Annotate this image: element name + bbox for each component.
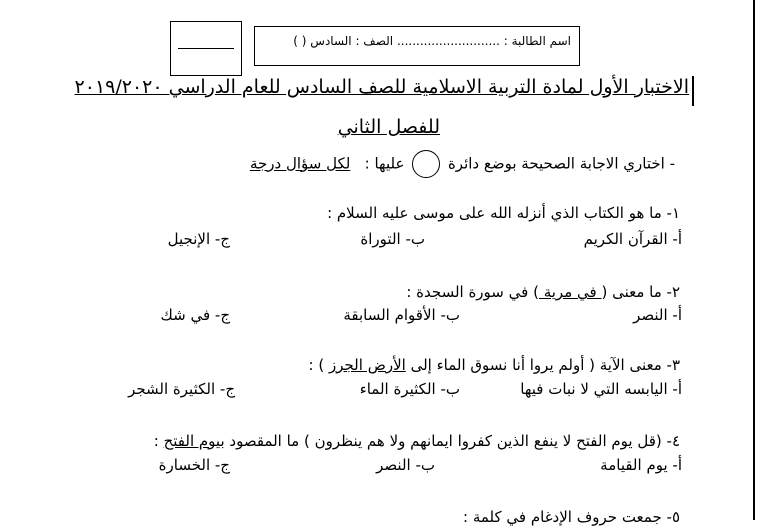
q2-option-b: ب- الأقوام السابقة [343, 306, 460, 324]
score-box [170, 21, 242, 76]
q4-text-after: : [153, 432, 164, 450]
q4-option-a: أ- يوم القيامة [600, 456, 682, 474]
q4-text-underlined: يوم الفتح [163, 432, 221, 450]
q3-option-b: ب- الكثيرة الماء [359, 380, 460, 398]
q4-option-c: ج- الخسارة [158, 456, 230, 474]
q2-text-underlined: في مرية [538, 283, 602, 301]
score-blank-line [178, 48, 234, 49]
q4-text-before: ٤- (قل يوم الفتح لا ينفع الذين كفروا ايمانهم ولا هم ينظرون ) ما المقصود ب [220, 432, 680, 450]
question-2 [406, 283, 680, 301]
student-name-line: اسم الطالبة : ........................... الصف : السادس ( ) [293, 34, 571, 48]
exam-subtitle: للفصل الثاني [337, 116, 440, 138]
q2-option-c: ج- في شك [160, 306, 230, 324]
instruction-after: عليها : [364, 154, 405, 173]
q3-text-after: ) : [308, 356, 329, 374]
question-5: ٥- جمعت حروف الإدغام في كلمة : [463, 508, 680, 526]
q2-option-a: أ- النصر [633, 306, 682, 324]
student-info-box [254, 26, 580, 66]
q2-text-after: ) في سورة السجدة : [406, 283, 539, 301]
question-4 [154, 432, 680, 450]
instruction-line [250, 150, 675, 178]
q4-option-b: ب- النصر [376, 456, 435, 474]
question-3 [309, 356, 680, 374]
q3-option-a: أ- اليابسه التي لا نبات فيها [520, 380, 682, 398]
q3-option-c: ج- الكثيرة الشجر [128, 380, 235, 398]
instruction-prefix: - اختاري الاجابة الصحيحة بوضع دائرة [447, 154, 675, 173]
q1-option-c: ج- الإنجيل [167, 230, 230, 248]
score-blank: _______ [179, 32, 218, 45]
grade-note: لكل سؤال درجة [249, 154, 351, 173]
q2-text-before: ٢- ما معنى ( [601, 283, 680, 301]
q3-text-underlined: الأرض الجرز [328, 356, 406, 374]
question-1: ١- ما هو الكتاب الذي أنزله الله على موسى عليه السلام : [327, 204, 680, 222]
q1-option-b: ب- التوراة [360, 230, 425, 248]
q1-option-a: أ- القرآن الكريم [583, 230, 682, 248]
exam-title: الاختبار الأول لمادة التربية الاسلامية للصف السادس للعام الدراسي ٢٠١٩/٢٠٢٠ [74, 76, 694, 106]
q3-text-before: ٣- معنى الآية ( أولم يروا أنا نسوق الماء إلى [405, 356, 680, 374]
circle-symbol [412, 150, 440, 178]
